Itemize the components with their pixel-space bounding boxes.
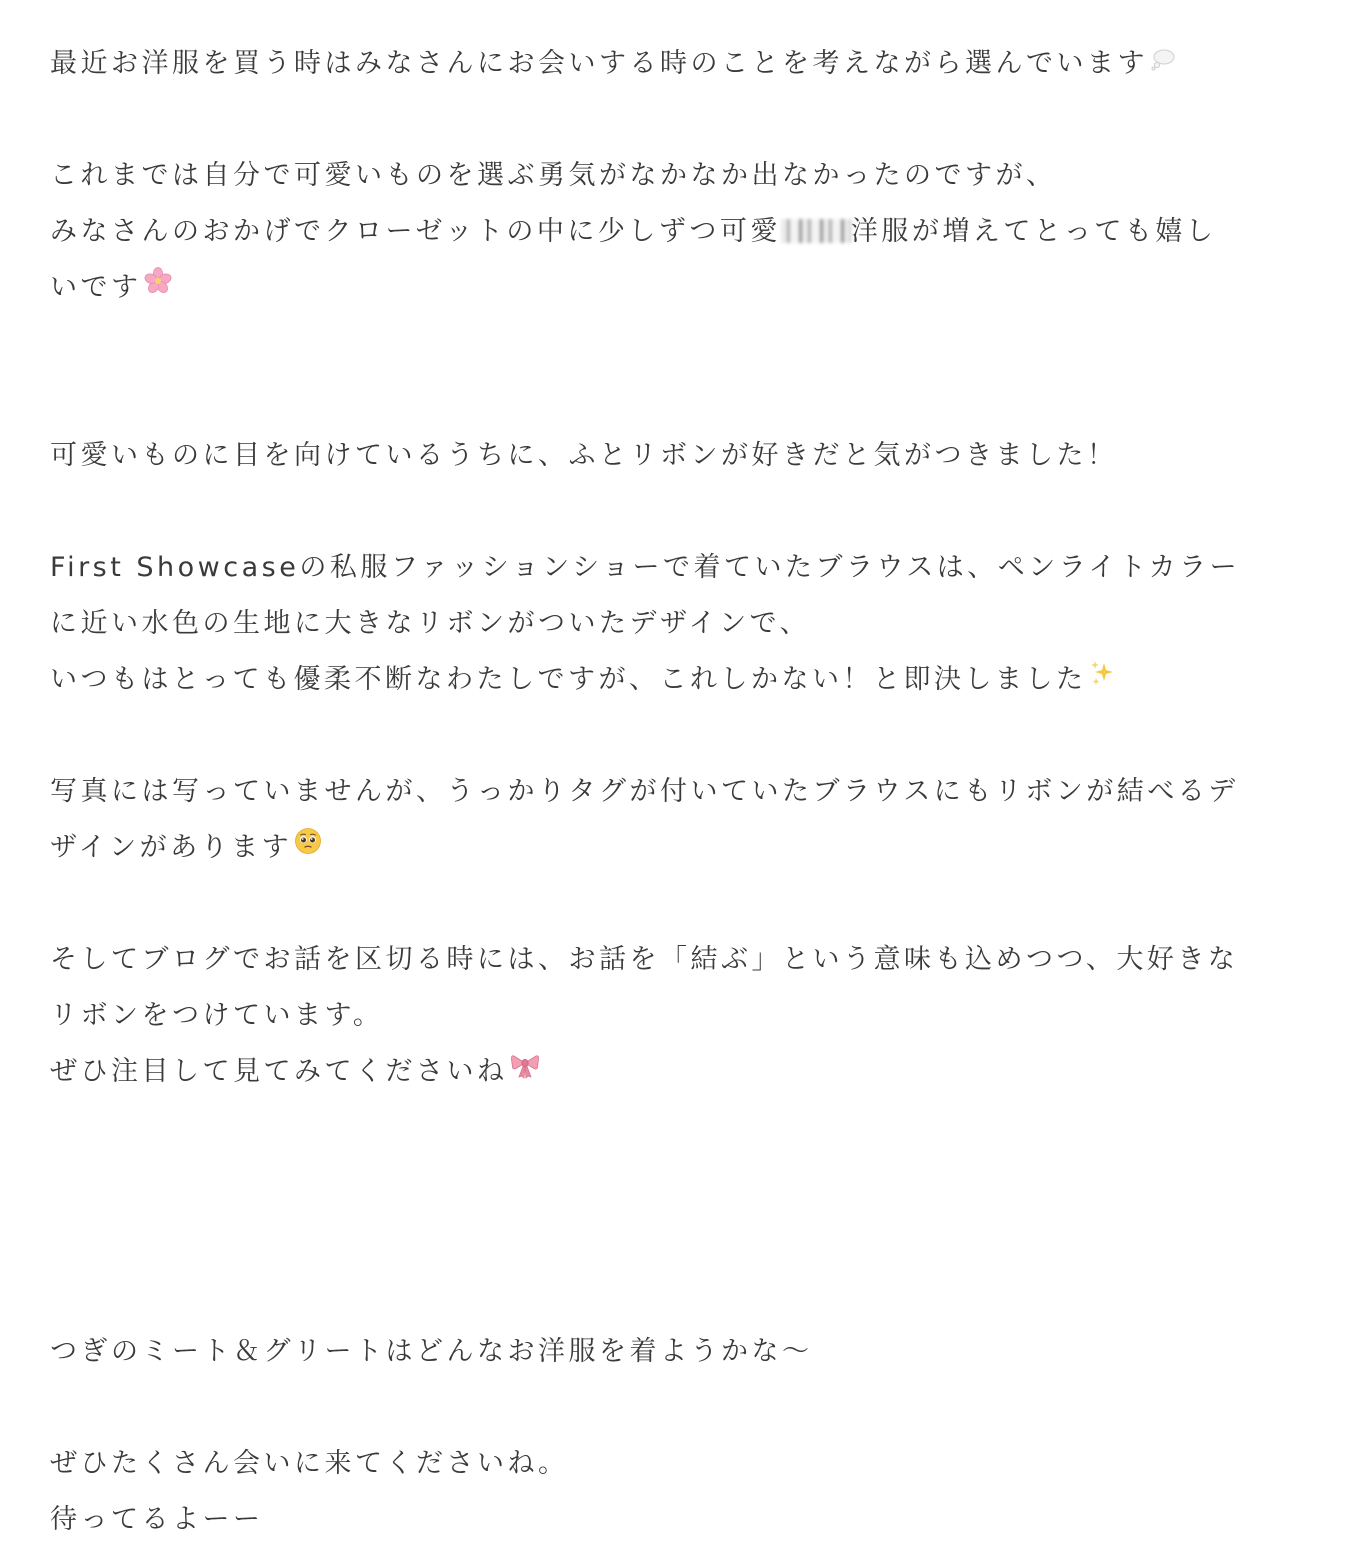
- text-line: [50, 764, 1280, 820]
- text-segment: いです: [50, 272, 142, 303]
- text-line: [50, 204, 1280, 260]
- text-line: [50, 596, 1280, 652]
- text-segment: 待ってるよーー: [50, 1504, 264, 1535]
- text-segment: ザインがあります: [50, 832, 293, 863]
- text-line: [50, 988, 1280, 1044]
- text-segment: いつもはとっても優柔不断なわたしですが、これしかない！と即決しました: [50, 664, 1087, 695]
- text-segment: ぜひ注目して見てみてくださいね: [50, 1056, 508, 1087]
- text-line: [50, 1492, 1280, 1548]
- text-segment: First Showcaseの私服ファッションショーで着ていたブラウスは、ペンライトカラー: [50, 552, 1241, 583]
- text-line: [50, 1324, 1280, 1380]
- text-line: [50, 820, 1280, 876]
- text-line: [50, 260, 1280, 316]
- text-line: [50, 540, 1280, 596]
- text-segment: そしてブログでお話を区切る時には、お話を「結ぶ」という意味も込めつつ、大好きな: [50, 944, 1239, 975]
- text-line: [50, 148, 1280, 204]
- text-line: [50, 428, 1280, 484]
- text-line: [50, 652, 1280, 708]
- cherry-blossom-icon: [144, 259, 172, 315]
- text-segment: ぜひたくさん会いに来てくださいね。: [50, 1448, 569, 1479]
- blurred-text-redaction: [781, 219, 851, 243]
- text-segment: 写真には写っていませんが、うっかりタグが付いていたブラウスにもリボンが結べるデ: [50, 776, 1239, 807]
- text-line: [50, 36, 1280, 92]
- sparkles-icon: [1088, 651, 1116, 707]
- text-line: [50, 1436, 1280, 1492]
- ribbon-icon: [510, 1043, 540, 1099]
- text-segment: みなさんのおかげでクローゼットの中に少しずつ可愛: [50, 216, 781, 247]
- text-segment: 洋服が増えてとっても嬉し: [850, 216, 1217, 247]
- text-line: [50, 1044, 1280, 1100]
- text-segment: リボンをつけています。: [50, 1000, 384, 1031]
- pleading-face-icon: [294, 819, 322, 875]
- text-segment: つぎのミート＆グリートはどんなお洋服を着ようかな〜: [50, 1336, 813, 1367]
- text-segment: 可愛いものに目を向けているうちに、ふとリボンが好きだと気がつきました！: [50, 440, 1118, 471]
- blog-post-body: [50, 36, 1280, 1548]
- text-segment: これまでは自分で可愛いものを選ぶ勇気がなかなか出なかったのですが、: [50, 160, 1057, 191]
- text-line: [50, 932, 1280, 988]
- thought-bubble-icon: [1150, 35, 1176, 91]
- text-segment: に近い水色の生地に大きなリボンがついたデザインで、: [50, 608, 811, 639]
- text-segment: 最近お洋服を買う時はみなさんにお会いする時のことを考えながら選んでいます: [50, 48, 1148, 79]
